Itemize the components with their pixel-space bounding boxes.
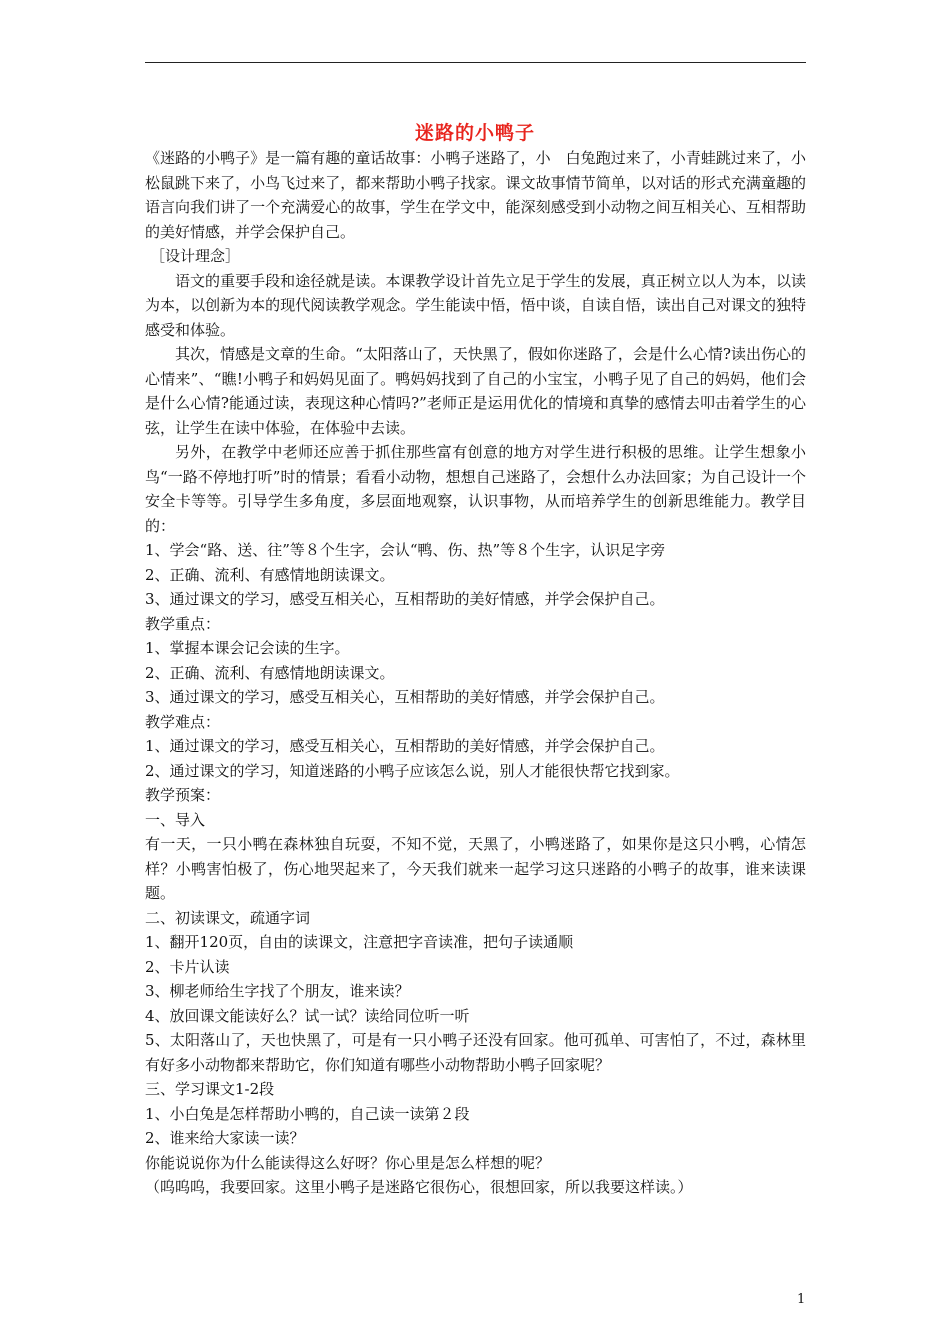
list-item: 2、通过课文的学习，知道迷路的小鸭子应该怎么说，别人才能很快帮它找到家。 (145, 761, 680, 780)
design-concept-paragraph-3: 另外，在教学中老师还应善于抓住那些富有创意的地方对学生进行积极的思维。让学生想象小鸟“一路不停地打听”时的情景；看看小动物，想想自己迷路了，会想什么办法回家；为自己设计一个安全卡等等。引导学生多角度，多层面地观察，认识事物，从而培养学生的创新思维能力。教学目的： (145, 443, 806, 535)
answer-paragraph: （呜呜呜，我要回家。这里小鸭子是迷路它很伤心，很想回家，所以我要这样读。） (145, 1178, 693, 1196)
list-item: 3、通过课文的学习，感受互相关心，互相帮助的美好情感，并学会保护自己。 (145, 688, 665, 706)
section-heading-design-concept: ［设计理念］ (150, 247, 241, 265)
page-number: 1 (797, 1292, 806, 1307)
list-item: 1、学会“路、送、往”等８个生字，会认“鸭、伤、热”等８个生字，认识足字旁 (145, 541, 666, 559)
step-heading-study-paragraphs: 三、学习课文1-2段 (145, 1080, 275, 1098)
list-item: 4、放回课文能读好么？试一试？读给同位听一听 (145, 1006, 470, 1025)
list-item: 1、小白兔是怎样帮助小鸭的，自己读一读第２段 (145, 1104, 470, 1123)
question-paragraph: 你能说说你为什么能读得这么好呀？你心里是怎么样想的呢？ (145, 1153, 551, 1172)
design-concept-paragraph-2: 其次，情感是文章的生命。“太阳落山了，天快黑了，假如你迷路了，会是什么心情?读出伤心的心情来”、“瞧!小鸭子和妈妈见面了。鸭妈妈找到了自己的小宝宝，小鸭子见了自己的妈妈，他们会是什么心情?能通过读，表现这种心情吗?”老师正是运用优化的情境和真挚的感情去叩击着学生的心弦，让学生在读中体验，在体验中去读。 (145, 345, 806, 437)
header-rule (145, 62, 806, 63)
list-item: 1、通过课文的学习，感受互相关心，互相帮助的美好情感，并学会保护自己。 (145, 737, 665, 755)
document-title: 迷路的小鸭子 (414, 122, 535, 144)
list-item: 3、通过课文的学习，感受互相关心，互相帮助的美好情感，并学会保护自己。 (145, 590, 665, 608)
list-item: 2、正确、流利、有感情地朗读课文。 (145, 565, 395, 584)
list-item: 3、柳老师给生字找了个朋友，谁来读？ (145, 982, 410, 1000)
introduction-paragraph: 有一天，一只小鸭在森林独自玩耍，不知不觉，天黑了，小鸭迷路了，如果你是这只小鸭，心情怎样？小鸭害怕极了，伤心地哭起来了，今天我们就来一起学习这只迷路的小鸭子的故事，谁来读课题。 (145, 835, 806, 902)
section-heading-difficulties: 教学难点： (145, 712, 221, 731)
list-item: 1、掌握本课会记会读的生字。 (145, 639, 350, 657)
design-concept-paragraph-1: 语文的重要手段和途径就是读。本课教学设计首先立足于学生的发展，真正树立以人为本，以读为本，以创新为本的现代阅读教学观念。学生能读中悟，悟中谈，自读自悟，读出自己对课文的独特感受和体验。 (145, 271, 806, 339)
list-item: 5、太阳落山了，天也快黑了，可是有一只小鸭子还没有回家。他可孤单、可害怕了，不过，森林里有好多小动物都来帮助它，你们知道有哪些小动物帮助小鸭子回家呢？ (145, 1031, 806, 1074)
document-body (145, 146, 806, 1200)
intro-paragraph: 《迷路的小鸭子》是一篇有趣的童话故事：小鸭子迷路了，小 白兔跑过来了，小青蛙跳过来了，小松鼠跳下来了，小鸟飞过来了，都来帮助小鸭子找家。课文故事情节简单，以对话的形式充满童趣的语言向我们讲了一个充满爱心的故事，学生在学文中，能深刻感受到小动物之间互相关心、互相帮助的美好情感，并学会保护自己。 (145, 149, 806, 241)
step-heading-introduction: 一、导入 (145, 810, 206, 829)
list-item: 1、翻开120页，自由的读课文，注意把字音读准，把句子读通顺 (145, 933, 574, 951)
list-item: 2、卡片认读 (145, 957, 230, 976)
list-item: 2、谁来给大家读一读？ (145, 1129, 305, 1147)
section-heading-key-points: 教学重点： (145, 614, 221, 633)
section-heading-lesson-plan: 教学预案： (145, 786, 221, 804)
step-heading-first-reading: 二、初读课文，疏通字词 (145, 908, 311, 927)
list-item: 2、正确、流利、有感情地朗读课文。 (145, 663, 395, 682)
